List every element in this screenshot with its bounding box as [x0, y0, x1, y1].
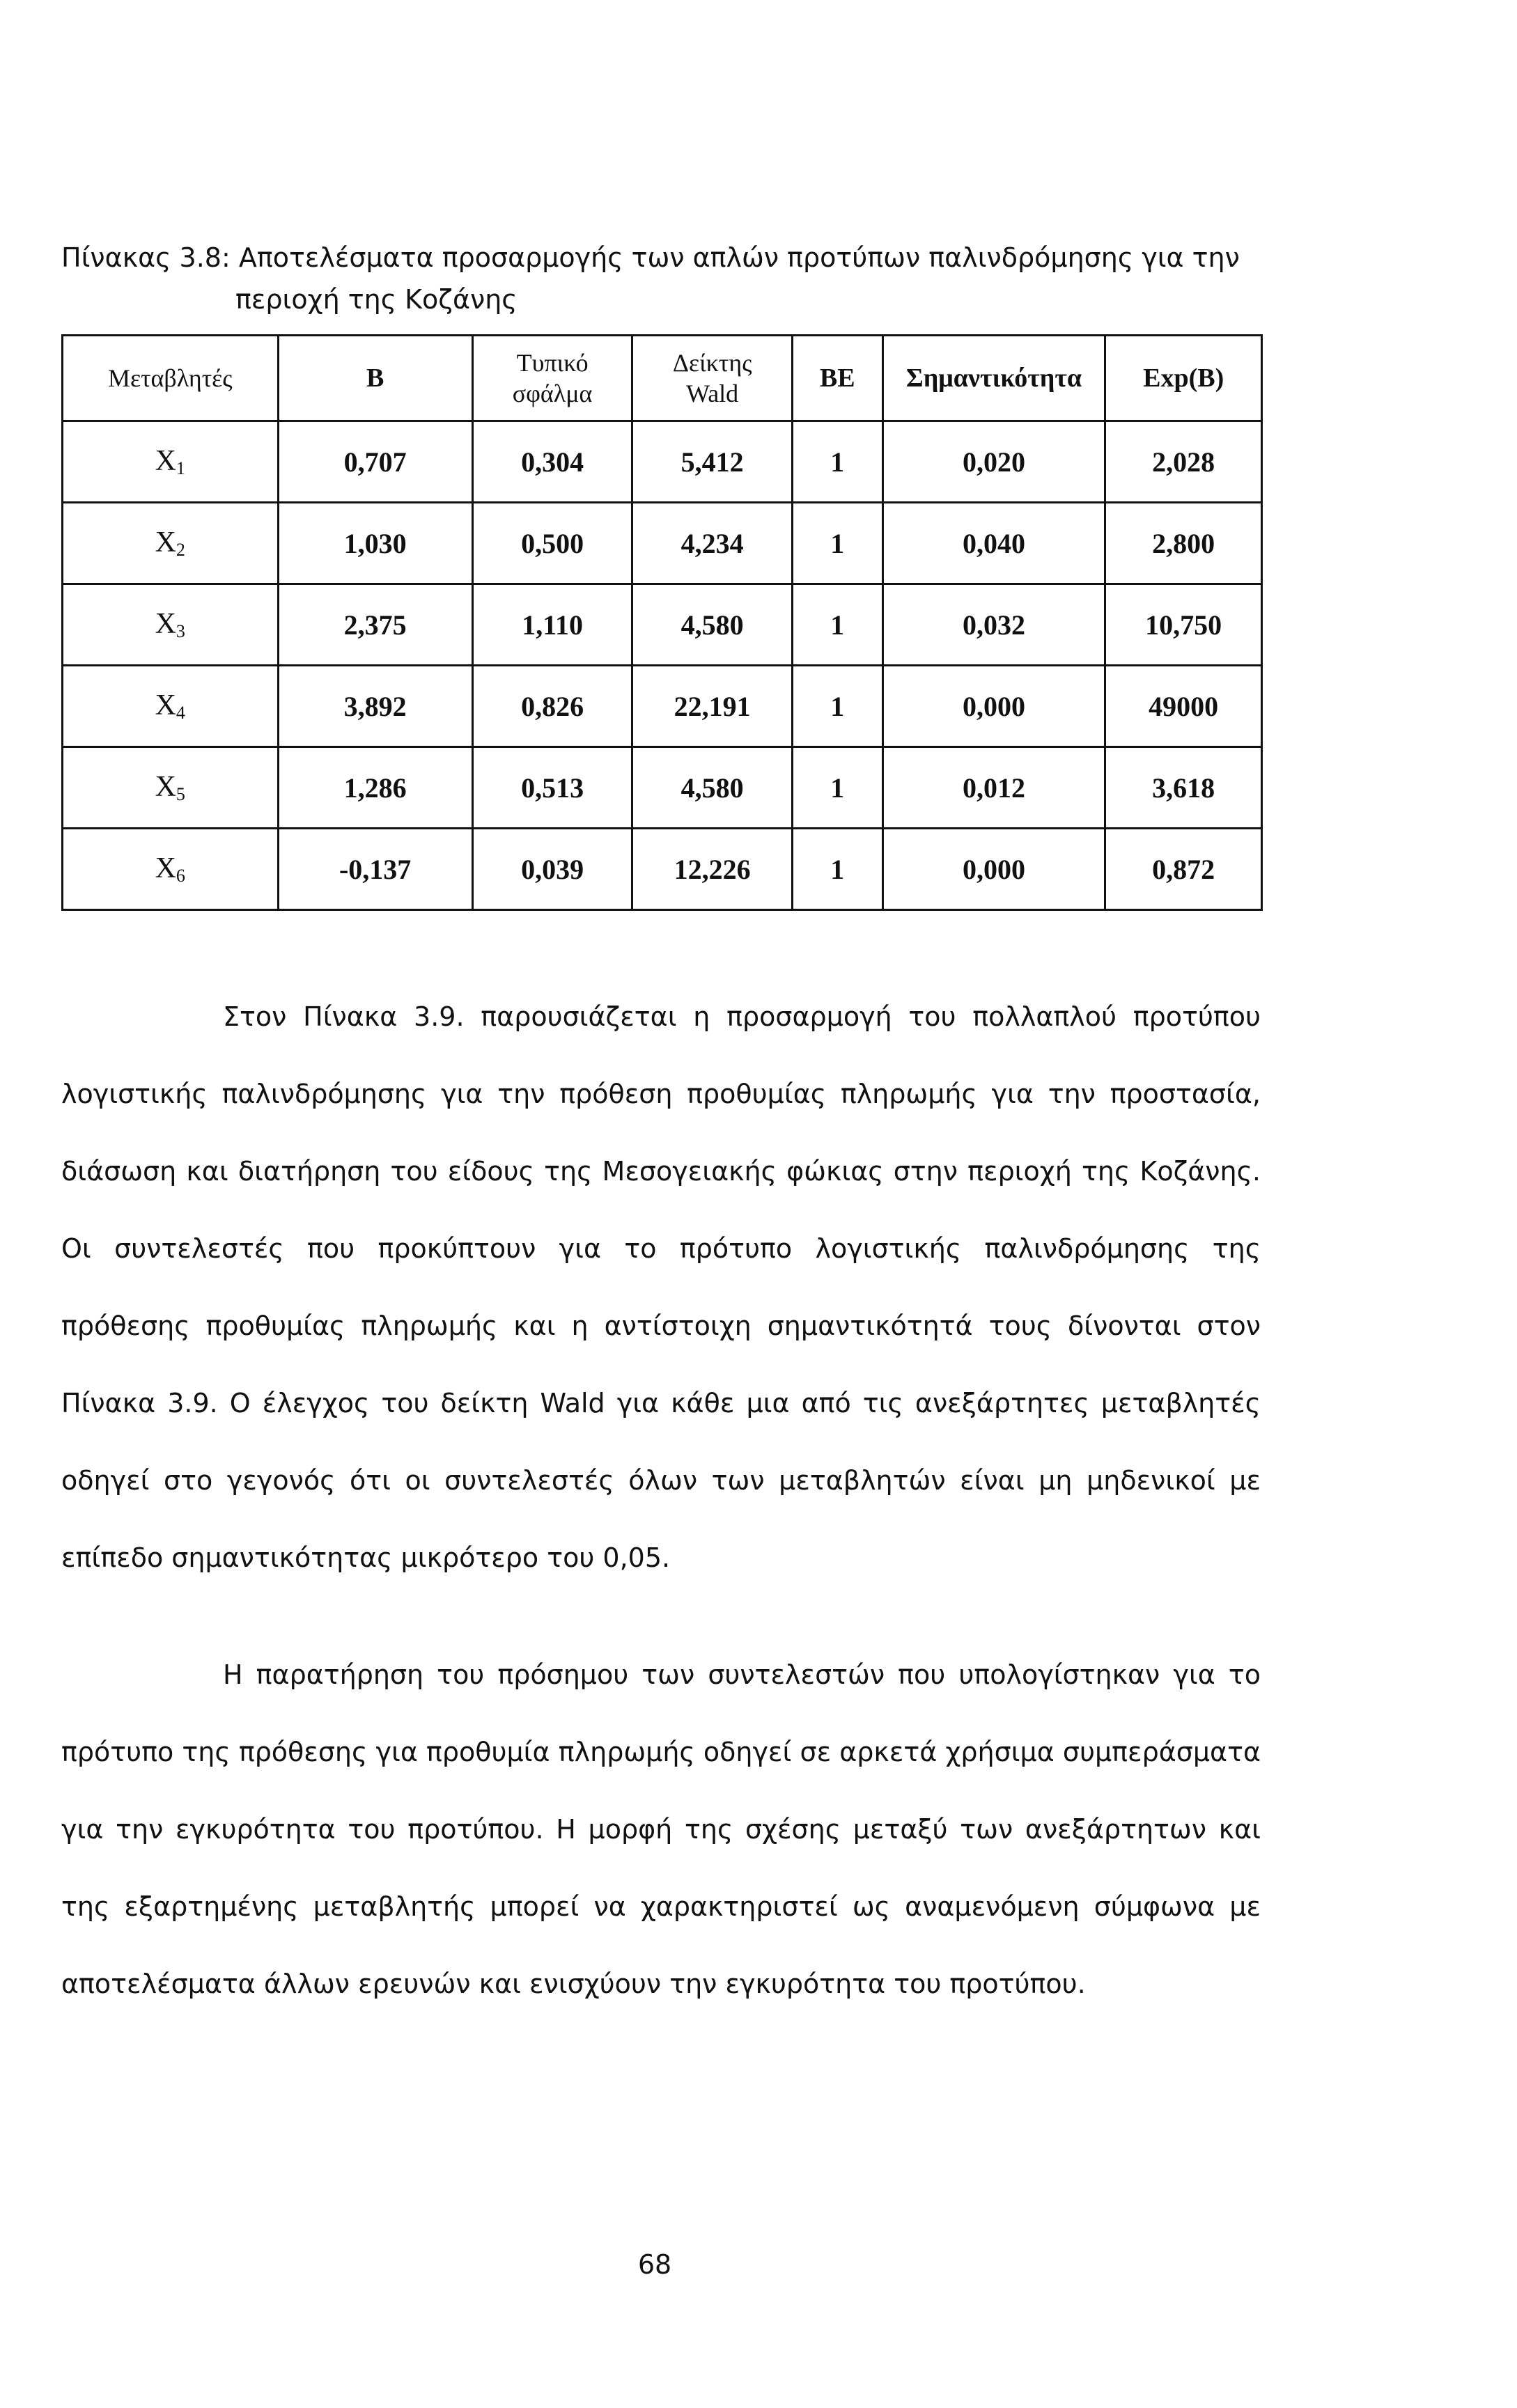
caption-line-1: Πίνακας 3.8: Αποτελέσματα προσαρμογής των απλών προτύπων παλινδρόμησης για την	[61, 242, 1240, 273]
cell-variable: $X_6$	[63, 829, 279, 910]
cell-se: 1,110	[472, 584, 632, 666]
cell-wald: 4,580	[632, 747, 793, 829]
paragraph-1	[61, 978, 1261, 1597]
table-caption	[61, 237, 1273, 320]
cell-exp: 2,800	[1105, 503, 1262, 584]
table-row	[63, 829, 1262, 910]
table-row	[63, 503, 1262, 584]
cell-sig: 0,040	[882, 503, 1105, 584]
results-table	[61, 334, 1263, 911]
header-variables: Μεταβλητές	[63, 336, 279, 421]
paragraph-2-text: Η παρατήρηση του πρόσημου των συντελεστών που υπολογίστηκαν για το πρότυπο της πρόθεσης για προθυμία πληρωμής οδηγεί σε αρκετά χρήσιμα συμπεράσματα για την εγκυρότητα του προτύπου. Η μορφή της σχέσης μεταξύ των ανεξάρτητων και της εξαρτημένης μεταβλητής μπορεί να χαρακτηριστεί ως αναμενόμενη σύμφωνα με αποτελέσματα άλλων ερευνών και ενισχύουν την εγκυρότητα του προτύπου.	[61, 1659, 1261, 1999]
cell-wald: 22,191	[632, 666, 793, 747]
cell-wald: 5,412	[632, 421, 793, 503]
page-number: 68	[637, 2249, 672, 2280]
cell-be: 1	[792, 829, 882, 910]
table-row	[63, 747, 1262, 829]
cell-se: 0,304	[472, 421, 632, 503]
cell-se: 0,039	[472, 829, 632, 910]
paragraph-1-text: Στον Πίνακα 3.9. παρουσιάζεται η προσαρμογή του πολλαπλού προτύπου λογιστικής παλινδρόμησης για την πρόθεση προθυμίας πληρωμής για την προστασία, διάσωση και διατήρηση του είδους της Μεσογειακής φώκιας στην περιοχή της Κοζάνης. Οι συντελεστές που προκύπτουν για το πρότυπο λογιστικής παλινδρόμησης της πρόθεσης προθυμίας πληρωμής και η αντίστοιχη σημαντικότητά τους δίνονται στον Πίνακα 3.9. Ο έλεγχος του δείκτη Wald για κάθε μια από τις ανεξάρτητες μεταβλητές οδηγεί στο γεγονός ότι οι συντελεστές όλων των μεταβλητών είναι μη μηδενικοί με επίπεδο σημαντικότητας μικρότερο του 0,05.	[61, 1001, 1261, 1573]
cell-sig: 0,000	[882, 666, 1105, 747]
cell-variable: $X_3$	[63, 584, 279, 666]
cell-exp: 3,618	[1105, 747, 1262, 829]
cell-sig: 0,000	[882, 829, 1105, 910]
table-row	[63, 421, 1262, 503]
header-be: BE	[792, 336, 882, 421]
cell-be: 1	[792, 747, 882, 829]
cell-variable: $X_1$	[63, 421, 279, 503]
header-significance: Σημαντικότητα	[882, 336, 1105, 421]
cell-exp: 10,750	[1105, 584, 1262, 666]
cell-be: 1	[792, 584, 882, 666]
cell-b: 1,030	[278, 503, 472, 584]
cell-b: 3,892	[278, 666, 472, 747]
cell-wald: 12,226	[632, 829, 793, 910]
cell-wald: 4,234	[632, 503, 793, 584]
header-std-error: Τυπικό σφάλμα	[472, 336, 632, 421]
table-header-row	[63, 336, 1262, 421]
table-row	[63, 666, 1262, 747]
cell-b: 2,375	[278, 584, 472, 666]
header-exp-b: Exp(B)	[1105, 336, 1262, 421]
table-row	[63, 584, 1262, 666]
cell-exp: 0,872	[1105, 829, 1262, 910]
cell-be: 1	[792, 503, 882, 584]
cell-b: 1,286	[278, 747, 472, 829]
paragraph-2	[61, 1636, 1261, 2023]
cell-b: 0,707	[278, 421, 472, 503]
cell-se: 0,500	[472, 503, 632, 584]
cell-exp: 2,028	[1105, 421, 1262, 503]
cell-exp: 49000	[1105, 666, 1262, 747]
cell-se: 0,826	[472, 666, 632, 747]
header-wald: Δείκτης Wald	[632, 336, 793, 421]
cell-se: 0,513	[472, 747, 632, 829]
cell-be: 1	[792, 666, 882, 747]
header-b: B	[278, 336, 472, 421]
cell-wald: 4,580	[632, 584, 793, 666]
cell-b: -0,137	[278, 829, 472, 910]
cell-sig: 0,020	[882, 421, 1105, 503]
cell-be: 1	[792, 421, 882, 503]
cell-variable: $X_5$	[63, 747, 279, 829]
caption-line-2: περιοχή της Κοζάνης	[235, 284, 518, 315]
cell-sig: 0,012	[882, 747, 1105, 829]
cell-variable: $X_4$	[63, 666, 279, 747]
cell-variable: $X_2$	[63, 503, 279, 584]
cell-sig: 0,032	[882, 584, 1105, 666]
